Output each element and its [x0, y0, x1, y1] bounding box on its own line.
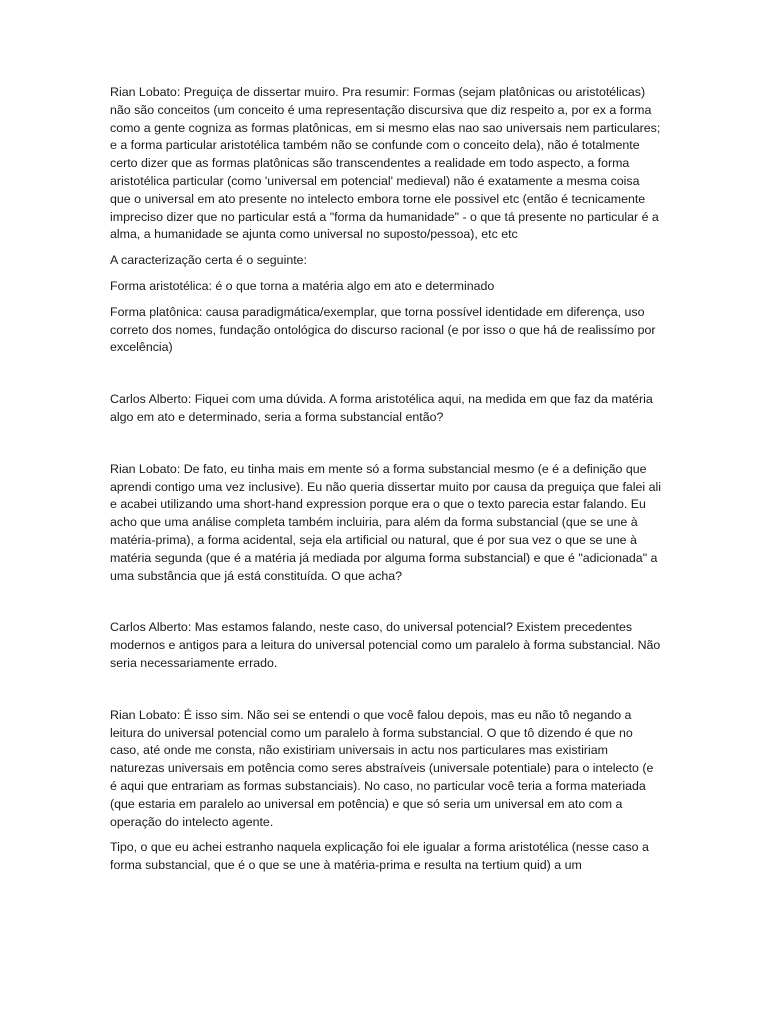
paragraph-tipo: Tipo, o que eu achei estranho naquela explicação foi ele igualar a forma aristotélica (nesse caso a forma substancial, que é o que se une à matéria-prima e resulta na tertium quid) a um [110, 840, 649, 873]
paragraph-rian-intro: Rian Lobato: Preguiça de dissertar muiro. Pra resumir: Formas (sejam platônicas ou aristotélicas) não são conceitos (um conceito é uma representação discursiva que diz respeito a, por ex a forma como a gente cogniza as formas platônicas, em si mesmo elas nao sao universais nem particulares; e a forma particular aristotélica também não se confunde com o conceito dela), não é totalmente certo dizer que as formas platônicas são transcendentes a realidade em todo aspecto, a forma aristotélica particular (como 'universal em potencial' medieval) não é exatamente a mesma coisa que o universal em ato presente no intelecto embora torne ele possivel etc (então é tecnicamente impreciso dizer que no particular está a "forma da humanidade" - o que tá presente no particular é a alma, a humanidade se ajunta como universal no suposto/pessoa), etc etc [110, 85, 661, 242]
paragraph-rian-resposta: Rian Lobato: De fato, eu tinha mais em mente só a forma substancial mesmo (e é a definição que aprendi contigo uma vez inclusive). Eu não queria dissertar muito por causa da preguiça que falei ali e acabei utilizando uma short-hand expression porque era o que o texto parecia estar falando. Eu acho que uma análise completa também incluiria, para além da forma substancial (que se une à matéria-prima), a forma acidental, seja ela artificial ou natural, que é por sua vez o que se une à matéria segunda (que é a matéria já mediada por alguma forma substancial) e que é "adicionada" a uma substância que já está constituída. O que acha? [110, 461, 662, 583]
paragraph-carlos-universal: Carlos Alberto: Mas estamos falando, neste caso, do universal potencial? Existem precedentes modernos e antigos para a leitura do universal potencial como um paralelo à forma substancial. Não seria necessariamente errado. [110, 620, 661, 670]
paragraph-forma-aristotelica: Forma aristotélica: é o que torna a matéria algo em ato e determinado [110, 278, 495, 293]
paragraph-caracterizacao: A caracterização certa é o seguinte: [110, 253, 307, 268]
paragraph-carlos-duvida: Carlos Alberto: Fiquei com uma dúvida. A forma aristotélica aqui, na medida em que faz da matéria algo em ato e determinado, seria a forma substancial então? [110, 392, 653, 424]
paragraph-forma-platonica: Forma platônica: causa paradigmática/exemplar, que torna possível identidade em diferença, uso correto dos nomes, fundação ontológica do discurso racional (e por isso o que há de realissímo por excelência) [110, 304, 656, 355]
document-page [110, 84, 662, 883]
paragraph-rian-isso-sim: Rian Lobato: É isso sim. Não sei se entendi o que você falou depois, mas eu não tô negando a leitura do universal potencial como um paralelo à forma substancial. O que tô dizendo é que no caso, até onde me consta, não existiriam universais in actu nos particulares mas existiriam naturezas universais em potência como seres abstraíveis (universale potentiale) para o intelecto (e é aqui que entrariam as formas substanciais). No caso, no particular você teria a forma materiada (que estaria em paralelo ao universal em potência) e que só seria um universal em ato com a operação do intelecto agente. [110, 707, 654, 829]
